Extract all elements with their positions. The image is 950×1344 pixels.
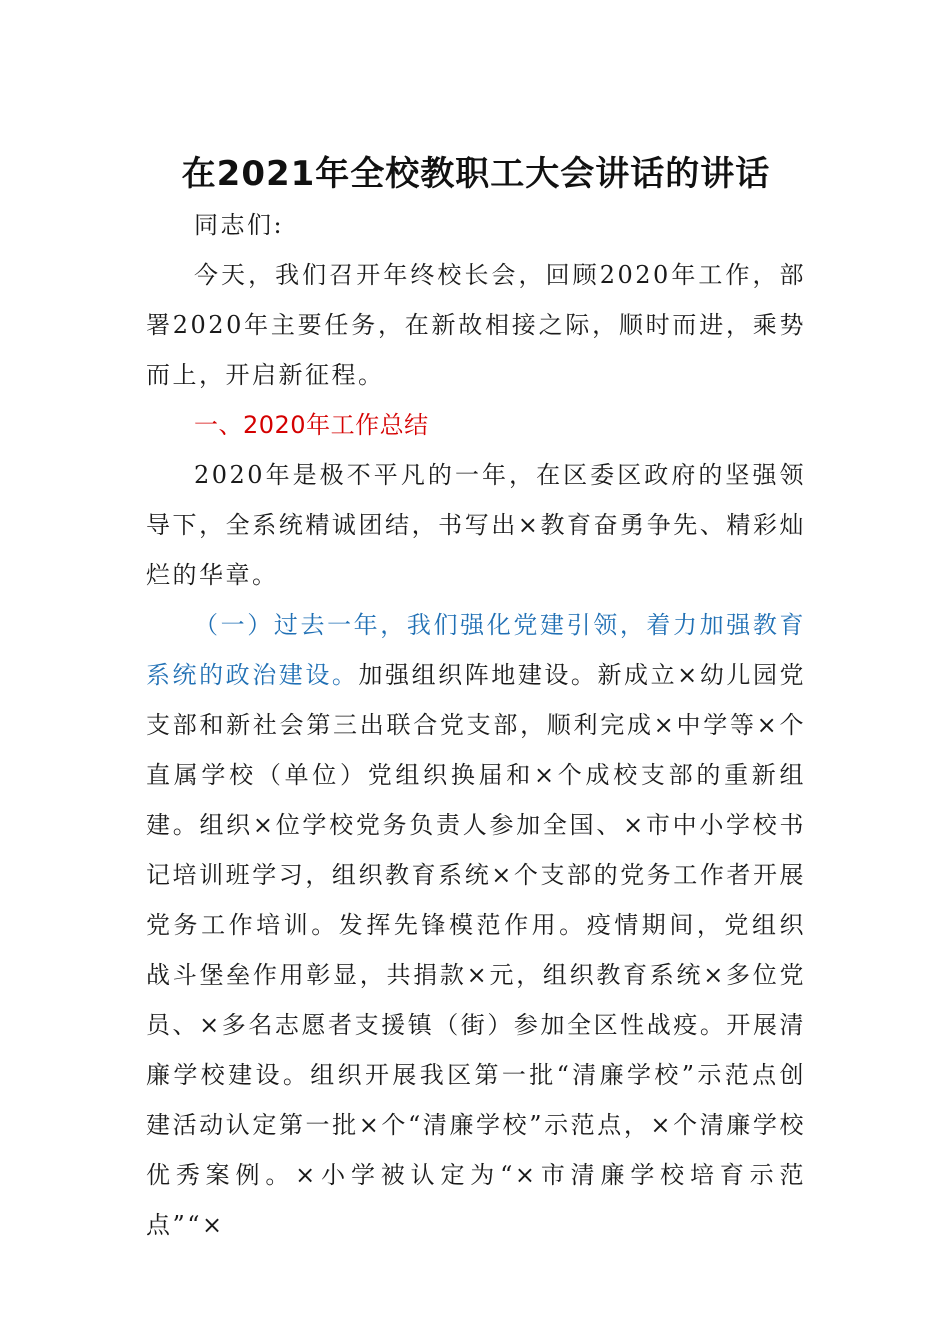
document-title: 在2021年全校教职工大会讲话的讲话: [181, 154, 771, 194]
section-paragraph: 2020年是极不平凡的一年，在区委区政府的坚强领导下，全系统精诚团结，书写出×教育奋勇争先、精彩灿烂的华章。: [146, 461, 806, 589]
greeting: 同志们:: [194, 211, 285, 239]
subsection-paragraph: [146, 600, 806, 1250]
subsection-body: 加强组织阵地建设。新成立×幼儿园党支部和新社会第三出联合党支部，顺利完成×中学等×个直属学校（单位）党组织换届和×个成校支部的重新组建。组织×位学校党务负责人参加全国、×市中小学校书记培训班学习，组织教育系统×个支部的党务工作者开展党务工作培训。发挥先锋模范作用。疫情期间，党组织战斗堡垒作用彰显，共捐款×元，组织教育系统×多位党员、×多名志愿者支援镇（街）参加全区性战疫。开展清廉学校建设。组织开展我区第一批“清廉学校”示范点创建活动认定第一批×个“清廉学校”示范点，×个清廉学校优秀案例。×小学被认定为“×市清廉学校培育示范点”“×: [146, 661, 807, 1239]
intro-paragraph: 今天，我们召开年终校长会，回顾2020年工作，部署2020年主要任务，在新故相接之际，顺时而进，乘势而上，开启新征程。: [146, 261, 806, 389]
document-body: [146, 200, 806, 1250]
subsection-heading: （一）过去一年，我们强化党建引领，着力加强教育系统的政治建设。: [146, 611, 806, 689]
section-heading: 一、2020年工作总结: [194, 411, 429, 439]
